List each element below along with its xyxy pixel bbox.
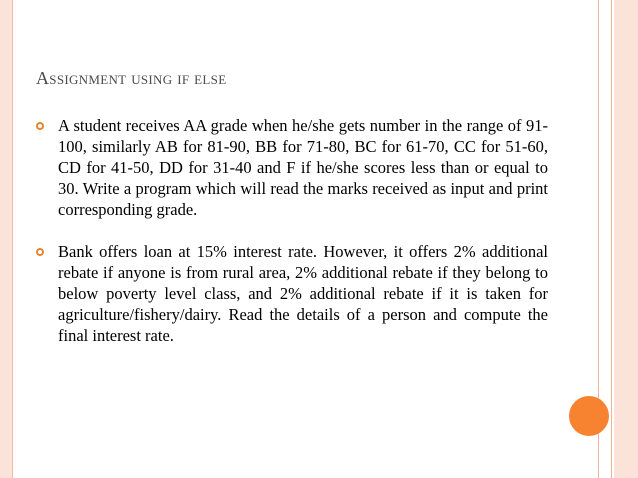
right-decor-stripe (614, 0, 638, 478)
bullet-text: A student receives AA grade when he/she gets number in the range of 91-100, similarly AB for 81-90, BB for 71-80, BC for 61-70, CC for 51-60, CD for 41-50, DD for 31-40 and F if he/she scores less than or equal to 30. Write a program which will read the marks received as input and print corresponding grade. (58, 116, 548, 219)
bullet-list (36, 115, 548, 346)
bullet-ring-icon (36, 122, 44, 130)
bullet-text: Bank offers loan at 15% interest rate. However, it offers 2% additional rebate if anyone is from rural area, 2% additional rebate if they belong to below poverty level class, and 2% additional rebate if it is taken for agriculture/fishery/dairy. Read the details of a person and compute the final interest rate. (58, 242, 548, 345)
left-decor-line (12, 0, 13, 478)
slide-title: Assignment using if else (36, 68, 227, 88)
left-decor-stripe (0, 0, 12, 478)
decor-circle (569, 396, 609, 436)
bullet-ring-icon (36, 248, 44, 256)
right-decor-line (611, 0, 612, 478)
bullet-item (36, 115, 548, 220)
bullet-item (36, 241, 548, 346)
